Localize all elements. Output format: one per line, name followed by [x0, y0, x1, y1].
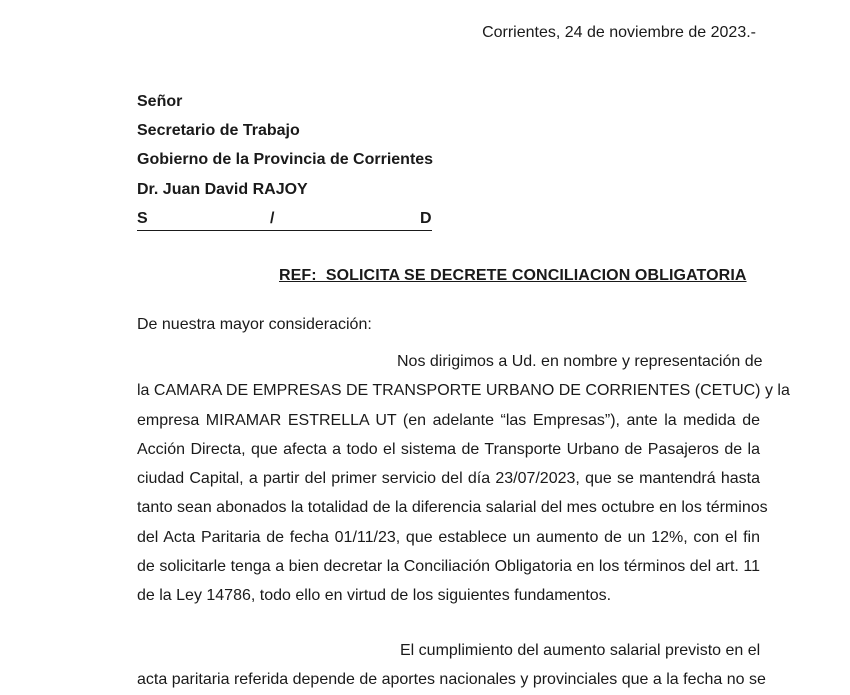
paragraph-1 [137, 347, 790, 611]
reference-line: REF: SOLICITA SE DECRETE CONCILIACION OBLIGATORIA [279, 267, 747, 284]
paragraph-1-line: Nos dirigimos a Ud. en nombre y representación de [397, 353, 763, 370]
paragraph-1-line: empresa MIRAMAR ESTRELLA UT (en adelante “las Empresas”), ante la medida de [137, 411, 760, 429]
paragraph-1-line: la CAMARA DE EMPRESAS DE TRANSPORTE URBANO DE CORRIENTES (CETUC) y la [137, 382, 790, 400]
greeting: De nuestra mayor consideración: [137, 316, 372, 333]
paragraph-1-line: tanto sean abonados la totalidad de la diferencia salarial del mes octubre en los términos [137, 499, 768, 517]
paragraph-1-line: ciudad Capital, a partir del primer servicio del día 23/07/2023, que se mantendrá hasta [137, 470, 760, 488]
paragraph-2-line: acta paritaria referida depende de aportes nacionales y provinciales que a la fecha no se [137, 671, 766, 689]
addressee-position: Secretario de Trabajo [137, 122, 300, 139]
sd-slash: / [270, 210, 275, 227]
sd-line [137, 210, 432, 231]
paragraph-1-line: del Acta Paritaria de fecha 01/11/23, que establece un aumento de un 12%, con el fin [137, 528, 760, 546]
paragraph-1-line: de la Ley 14786, todo ello en virtud de los siguientes fundamentos. [137, 587, 612, 605]
paragraph-2-line: El cumplimiento del aumento salarial previsto en el [400, 642, 761, 659]
sd-d: D [420, 210, 432, 227]
paragraph-1-line: Acción Directa, que afecta a todo el sistema de Transporte Urbano de Pasajeros de la [137, 440, 760, 458]
addressee-organization: Gobierno de la Provincia de Corrientes [137, 151, 434, 168]
letter-date: Corrientes, 24 de noviembre de 2023.- [482, 24, 756, 41]
addressee-name: Dr. Juan David RAJOY [137, 181, 308, 198]
sd-s: S [137, 210, 148, 227]
paragraph-1-line: de solicitarle tenga a bien decretar la Conciliación Obligatoria en los términos del art. 11 [137, 558, 760, 576]
addressee-salutation: Señor [137, 93, 183, 110]
